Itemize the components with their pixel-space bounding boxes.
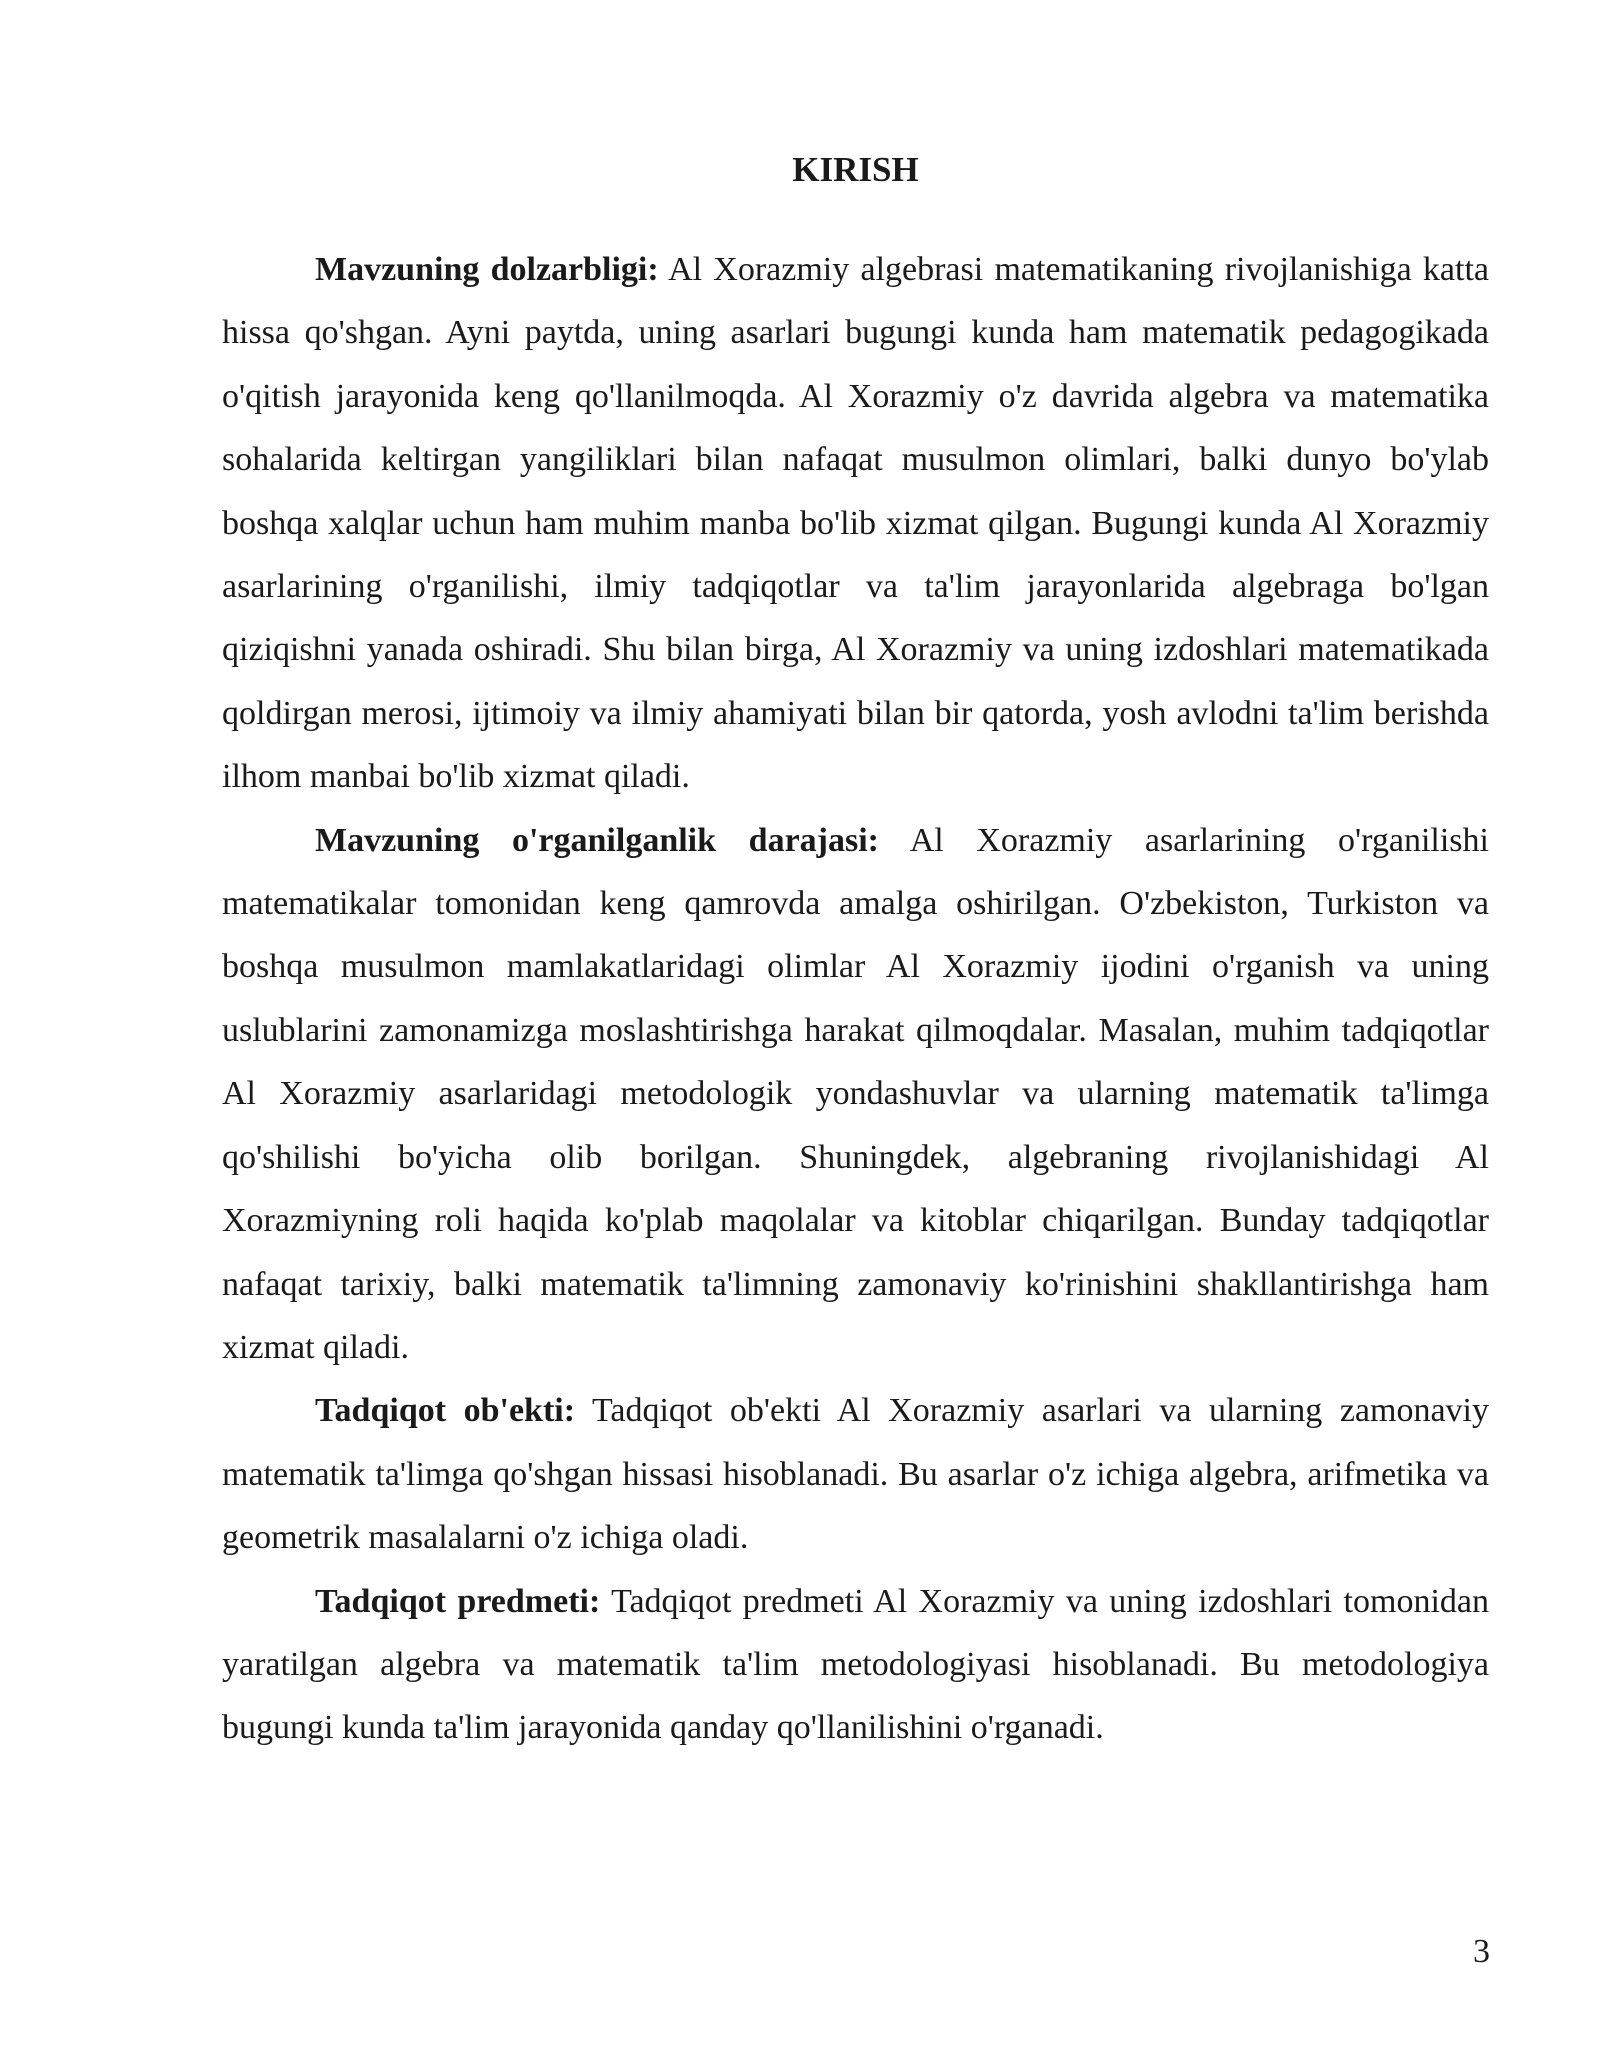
paragraph-heading: Mavzuning o'rganilganlik darajasi: <box>315 821 879 859</box>
page-title: KIRISH <box>792 150 919 189</box>
paragraph-text: Tadqiqot ob'ekti Al Xorazmiy asarlari va ularning zamonaviy matematik ta'limga qo'shgan hissasi hisoblanadi. Bu asarlar o'z ichiga algebra, arifmetika va geometrik masalalarni o'z ichiga oladi. <box>222 1392 1490 1557</box>
paragraph-research-object <box>222 1379 1489 1569</box>
paragraph-study-level <box>222 809 1489 1380</box>
paragraph-research-subject <box>222 1570 1489 1760</box>
paragraph-heading: Tadqiqot ob'ekti: <box>315 1392 576 1430</box>
paragraph-text: Tadqiqot predmeti Al Xorazmiy va uning izdoshlari tomonidan yaratilgan algebra va matematik ta'lim metodologiyasi hisoblanadi. Bu metodologiya bugungi kunda ta'lim jarayonida qanday qo'llanilishini o'rganadi. <box>222 1582 1489 1747</box>
paragraph-heading: Tadqiqot predmeti: <box>315 1582 601 1620</box>
page-number: 3 <box>1473 1933 1490 1970</box>
paragraph-relevance <box>222 238 1489 809</box>
body-text <box>222 238 1489 1760</box>
paragraph-text: Al Xorazmiy algebrasi matematikaning rivojlanishiga katta hissa qo'shgan. Ayni paytda, uning asarlari bugungi kunda ham matematik pedagogikada o'qitish jarayonida keng qo'llanilmoqda. Al Xorazmiy o'z davrida algebra va matematika sohalarida keltirgan yangiliklari bilan nafaqat musulmon olimlari, balki dunyo bo'ylab boshqa xalqlar uchun ham muhim manba bo'lib xizmat qilgan. Bugungi kunda Al Xorazmiy asarlarining o'rganilishi, ilmiy tadqiqotlar va ta'lim jarayonlarida algebraga bo'lgan qiziqishni yanada oshiradi. Shu bilan birga, Al Xorazmiy va uning izdoshlari matematikada qoldirgan merosi, ijtimoiy va ilmiy ahamiyati bilan bir qatorda, yosh avlodni ta'lim berishda ilhom manbai bo'lib xizmat qiladi. <box>222 251 1489 796</box>
paragraph-heading: Mavzuning dolzarbligi: <box>315 251 659 288</box>
paragraph-text: Al Xorazmiy asarlarining o'rganilishi matematikalar tomonidan keng qamrovda amalga oshirilgan. O'zbekiston, Turkiston va boshqa musulmon mamlakatlaridagi olimlar Al Xorazmiy ijodini o'rganish va uning uslublarini zamonamizga moslashtirishga harakat qilmoqdalar. Masalan, muhim tadqiqotlar Al Xorazmiy asarlaridagi metodologik yondashuvlar va ularning matematik ta'limga qo'shilishi bo'yicha olib borilgan. Shuningdek, algebraning rivojlanishidagi Al Xorazmiyning roli haqida ko'plab maqolalar va kitoblar chiqarilgan. Bunday tadqiqotlar nafaqat tarixiy, balki matematik ta'limning zamonaviy ko'rinishini shakllantirishga ham xizmat qiladi. <box>222 821 1489 1366</box>
